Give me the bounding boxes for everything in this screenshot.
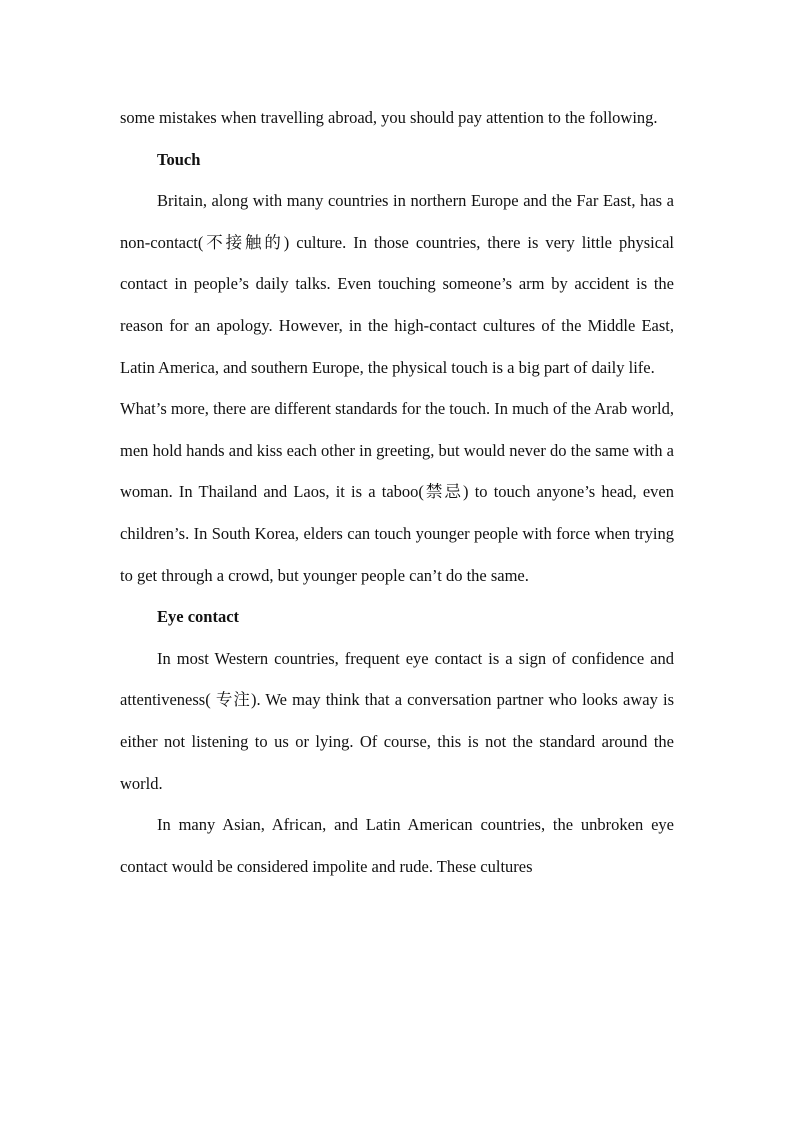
paragraph-eye-contact-other-cultures: In many Asian, African, and Latin American countries, the unbroken eye contact would be considered impolite and rude. These cultures — [120, 815, 674, 876]
document-page — [120, 97, 674, 887]
paragraph-touch-standards: What’s more, there are different standards for the touch. In much of the Arab world, men hold hands and kiss each other in greeting, but would never do the same with a woman. In Thailand and Laos, it is a taboo(禁忌) to touch anyone’s head, even children’s. In South Korea, elders can touch younger people with force when trying to get through a crowd, but younger people can’t do the same. — [120, 399, 674, 585]
paragraph-touch-non-contact: Britain, along with many countries in northern Europe and the Far East, has a non-contact(不接触的) culture. In those countries, there is very little physical contact in people’s daily talks. Even touching someone’s arm by accident is the reason for an apology. However, in the high-contact cultures of the Middle East, Latin America, and southern Europe, the physical touch is a big part of daily life. — [120, 191, 674, 377]
section-heading-touch: Touch — [157, 149, 201, 169]
paragraph-eye-contact-western: In most Western countries, frequent eye contact is a sign of confidence and attentiveness( 专注). We may think that a conversation partner who looks away is either not listening to us or lying. Of course, this is not the standard around the world. — [120, 648, 674, 793]
section-heading-eye-contact: Eye contact — [157, 607, 240, 627]
paragraph-intro-continuation: some mistakes when travelling abroad, you should pay attention to the following. — [120, 108, 658, 127]
